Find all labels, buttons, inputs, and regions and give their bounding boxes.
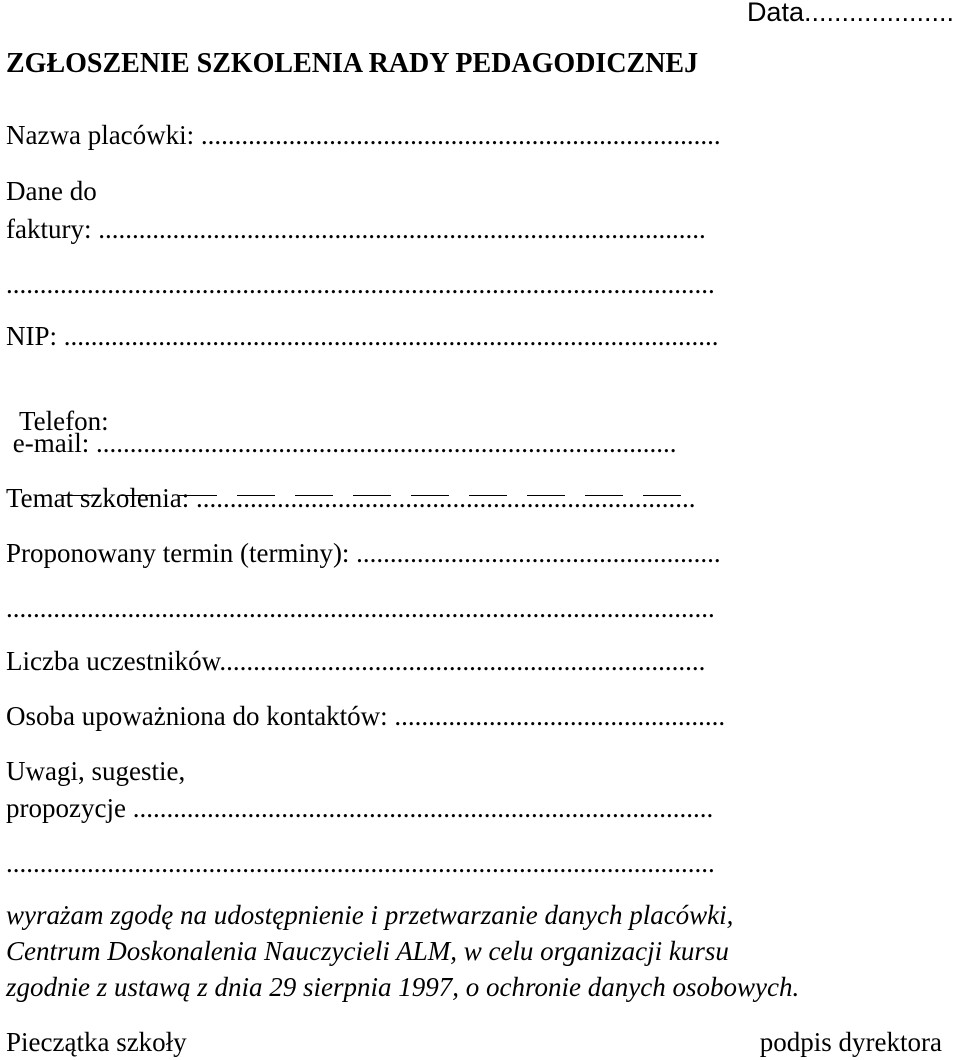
contact-person-field: Osoba upoważniona do kontaktów: ................................................. — [6, 701, 726, 731]
phone-label: Telefon: — [19, 406, 109, 436]
remarks-label: Uwagi, sugestie, — [6, 756, 186, 786]
consent-line-1: wyrażam zgodę na udostępnienie i przetwarzanie danych placówki, — [6, 900, 734, 930]
email-field: e-mail: ...................................................................................... — [6, 428, 677, 458]
nip-field: NIP: ................................................................................................. — [6, 321, 719, 351]
proposed-dates-field-continued: ......................................................................................................... — [6, 593, 715, 623]
participants-count-field: Liczba uczestników........................................................................ — [6, 646, 706, 676]
school-stamp-label: Pieczątka szkoły — [6, 1027, 187, 1057]
consent-line-2: Centrum Doskonalenia Nauczycieli ALM, w celu organizacji kursu — [6, 936, 729, 966]
director-signature-label: podpis dyrektora — [759, 1027, 942, 1057]
remarks-field: propozycje ...................................................................................... — [6, 793, 714, 823]
invoice-data-field: faktury: .......................................................................................... — [6, 214, 706, 244]
invoice-data-field-continued: ......................................................................................................... — [6, 269, 715, 299]
training-topic-field: Temat szkolenia: .......................................................................... — [6, 483, 696, 513]
invoice-data-label: Dane do — [6, 176, 97, 206]
consent-line-3: zgodnie z ustawą z dnia 29 sierpnia 1997, o ochronie danych osobowych. — [6, 972, 800, 1002]
form-title: ZGŁOSZENIE SZKOLENIA RADY PEDAGODICZNEJ — [6, 48, 699, 79]
proposed-dates-field: Proponowany termin (terminy): ...................................................... — [6, 538, 721, 568]
institution-name-field: Nazwa placówki: ............................................................................. — [6, 120, 721, 150]
remarks-field-continued: ......................................................................................................... — [6, 848, 715, 878]
date-field: Data.................... — [746, 0, 954, 27]
